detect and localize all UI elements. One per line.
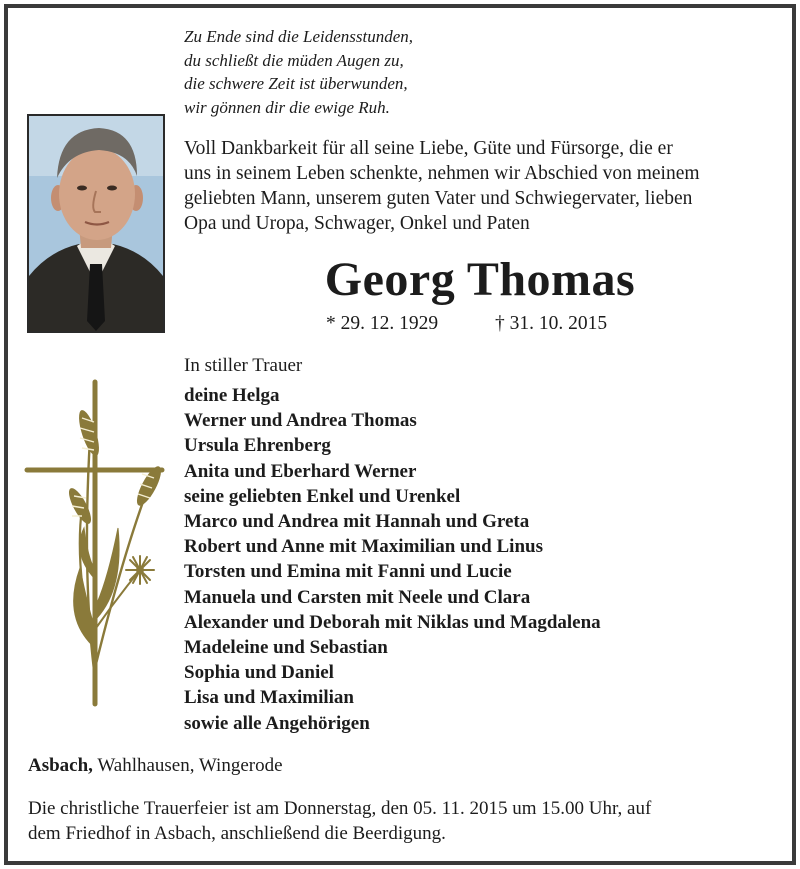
- mourners-list: [184, 383, 601, 736]
- intro-line: Opa und Uropa, Schwager, Onkel und Paten: [184, 213, 530, 234]
- mourner-line: Alexander und Deborah mit Niklas und Magdalena: [184, 611, 601, 633]
- mourner-line: Lisa und Maximilian: [184, 687, 354, 709]
- intro-line: Voll Dankbarkeit für all seine Liebe, Güte und Fürsorge, die er: [184, 138, 673, 159]
- ceremony-line: dem Friedhof in Asbach, anschließend die Beerdigung.: [28, 823, 446, 844]
- mourner-line: Sophia und Daniel: [184, 662, 334, 684]
- mourner-line: Torsten und Emina mit Fanni und Lucie: [184, 561, 512, 583]
- intro-text: [184, 136, 772, 236]
- mourner-line: seine geliebten Enkel und Urenkel: [184, 485, 461, 507]
- deceased-name: Georg Thomas: [324, 253, 636, 306]
- cross-wheat-icon: [22, 378, 172, 708]
- mourner-line: Marco und Andrea mit Hannah und Greta: [184, 511, 530, 533]
- place-others: Wahlhausen, Wingerode: [92, 755, 283, 776]
- intro-line: geliebten Mann, unserem guten Vater und Schwiegervater, lieben: [184, 188, 693, 209]
- poem-line: wir gönnen dir die ewige Ruh.: [184, 97, 390, 117]
- mourner-line: Ursula Ehrenberg: [184, 435, 331, 457]
- mourner-line: Manuela und Carsten mit Neele und Clara: [184, 586, 531, 608]
- place-main: Asbach,: [28, 755, 93, 776]
- poem-line: die schwere Zeit ist überwunden,: [184, 74, 408, 93]
- mourner-line: Werner und Andrea Thomas: [184, 410, 417, 432]
- portrait-photo: [27, 114, 165, 333]
- poem: [184, 25, 413, 119]
- poem-line: Zu Ende sind die Leidensstunden,: [184, 27, 414, 46]
- mourner-line: Madeleine und Sebastian: [184, 637, 388, 659]
- mourner-line: Robert und Anne mit Maximilian und Linus: [184, 536, 543, 558]
- death-date: † 31. 10. 2015: [495, 313, 608, 334]
- mourner-line: sowie alle Angehörigen: [184, 712, 370, 734]
- mourner-line: deine Helga: [184, 385, 280, 406]
- ceremony-text: [28, 796, 772, 846]
- silent-mourning-label: In stiller Trauer: [184, 355, 303, 376]
- places-line: [28, 755, 283, 777]
- poem-line: du schließt die müden Augen zu,: [184, 50, 404, 70]
- intro-line: uns in seinem Leben schenkte, nehmen wir Abschied von meinem: [184, 163, 700, 184]
- mourner-line: Anita und Eberhard Werner: [184, 460, 417, 482]
- portrait-illustration: [29, 116, 163, 331]
- birth-date: * 29. 12. 1929: [326, 313, 439, 334]
- ceremony-line: Die christliche Trauerfeier ist am Donnerstag, den 05. 11. 2015 um 15.00 Uhr, auf: [28, 798, 652, 819]
